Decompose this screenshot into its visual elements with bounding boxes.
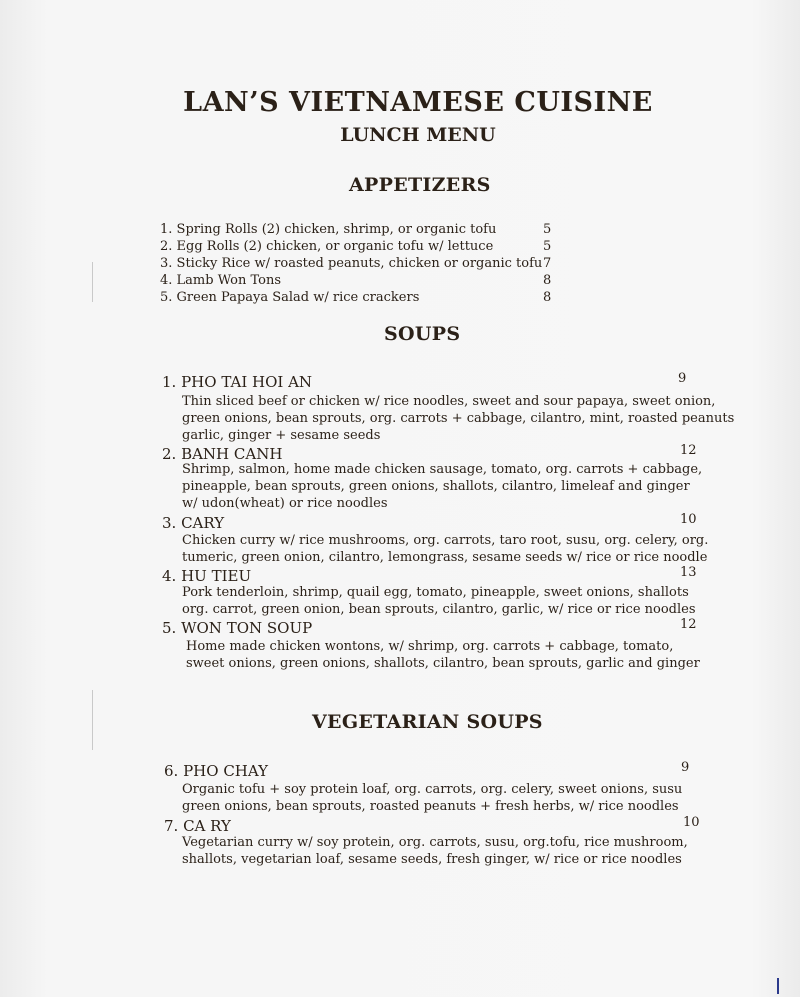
soup-description-line: green onions, bean sprouts, roasted peanuts + fresh herbs, w/ rice noodles [182,799,679,814]
appetizer-price: 8 [543,273,552,288]
soup-name: 1. PHO TAI HOI AN [162,373,313,391]
soup-name: 2. BANH CANH [162,445,283,463]
appetizer-item: 1. Spring Rolls (2) chicken, shrimp, or organic tofu [160,222,497,237]
soup-name: 5. WON TON SOUP [162,619,313,637]
soup-description-line: shallots, vegetarian loaf, sesame seeds, fresh ginger, w/ rice or rice noodles [182,852,682,867]
scan-artifact-line [92,690,93,750]
soup-description-line: w/ udon(wheat) or rice noodles [182,496,388,511]
soup-description-line: Chicken curry w/ rice mushrooms, org. carrots, taro root, susu, org. celery, org. [182,533,709,548]
soup-price: 10 [680,512,697,527]
soup-description-line: Pork tenderloin, shrimp, quail egg, tomato, pineapple, sweet onions, shallots [182,585,689,600]
soup-description-line: Organic tofu + soy protein loaf, org. carrots, org. celery, sweet onions, susu [182,782,683,797]
soup-description-line: Shrimp, salmon, home made chicken sausage, tomato, org. carrots + cabbage, [182,462,703,477]
appetizer-item: 3. Sticky Rice w/ roasted peanuts, chicken or organic tofu [160,256,543,271]
scan-artifact-mark [777,978,779,994]
soup-price: 12 [680,443,697,458]
restaurant-name: LAN’S VIETNAMESE CUISINE [183,87,653,118]
vegetarian-soups-heading: VEGETARIAN SOUPS [312,711,543,733]
soup-price: 12 [680,617,697,632]
soup-description-line: Home made chicken wontons, w/ shrimp, org. carrots + cabbage, tomato, [186,639,674,654]
soup-name: 3. CARY [162,514,225,532]
appetizer-item: 5. Green Papaya Salad w/ rice crackers [160,290,420,305]
appetizer-price: 5 [543,222,552,237]
soup-price: 13 [680,565,697,580]
soup-description-line: sweet onions, green onions, shallots, cilantro, bean sprouts, garlic and ginger [186,656,700,671]
soup-name: 4. HU TIEU [162,567,252,585]
soup-description-line: tumeric, green onion, cilantro, lemongrass, sesame seeds w/ rice or rice noodle [182,550,708,565]
appetizer-price: 8 [543,290,552,305]
menu-type: LUNCH MENU [340,124,496,146]
soup-description-line: Thin sliced beef or chicken w/ rice noodles, sweet and sour papaya, sweet onion, [182,394,716,409]
soup-name: 7. CA RY [164,817,231,835]
appetizers-heading: APPETIZERS [349,174,491,196]
soup-name: 6. PHO CHAY [164,762,269,780]
appetizer-item: 2. Egg Rolls (2) chicken, or organic tofu w/ lettuce [160,239,494,254]
soup-description-line: pineapple, bean sprouts, green onions, shallots, cilantro, limeleaf and ginger [182,479,690,494]
appetizer-price: 5 [543,239,552,254]
soup-description-line: green onions, bean sprouts, org. carrots + cabbage, cilantro, mint, roasted peanuts [182,411,735,426]
scan-artifact-line [92,262,93,302]
soup-price: 9 [681,760,690,775]
soup-price: 10 [683,815,700,830]
soup-description-line: Vegetarian curry w/ soy protein, org. carrots, susu, org.tofu, rice mushroom, [182,835,688,850]
soup-description-line: garlic, ginger + sesame seeds [182,428,381,443]
appetizer-price: 7 [543,256,552,271]
soup-price: 9 [678,371,687,386]
appetizer-item: 4. Lamb Won Tons [160,273,282,288]
soups-heading: SOUPS [384,323,461,345]
soup-description-line: org. carrot, green onion, bean sprouts, cilantro, garlic, w/ rice or rice noodles [182,602,696,617]
